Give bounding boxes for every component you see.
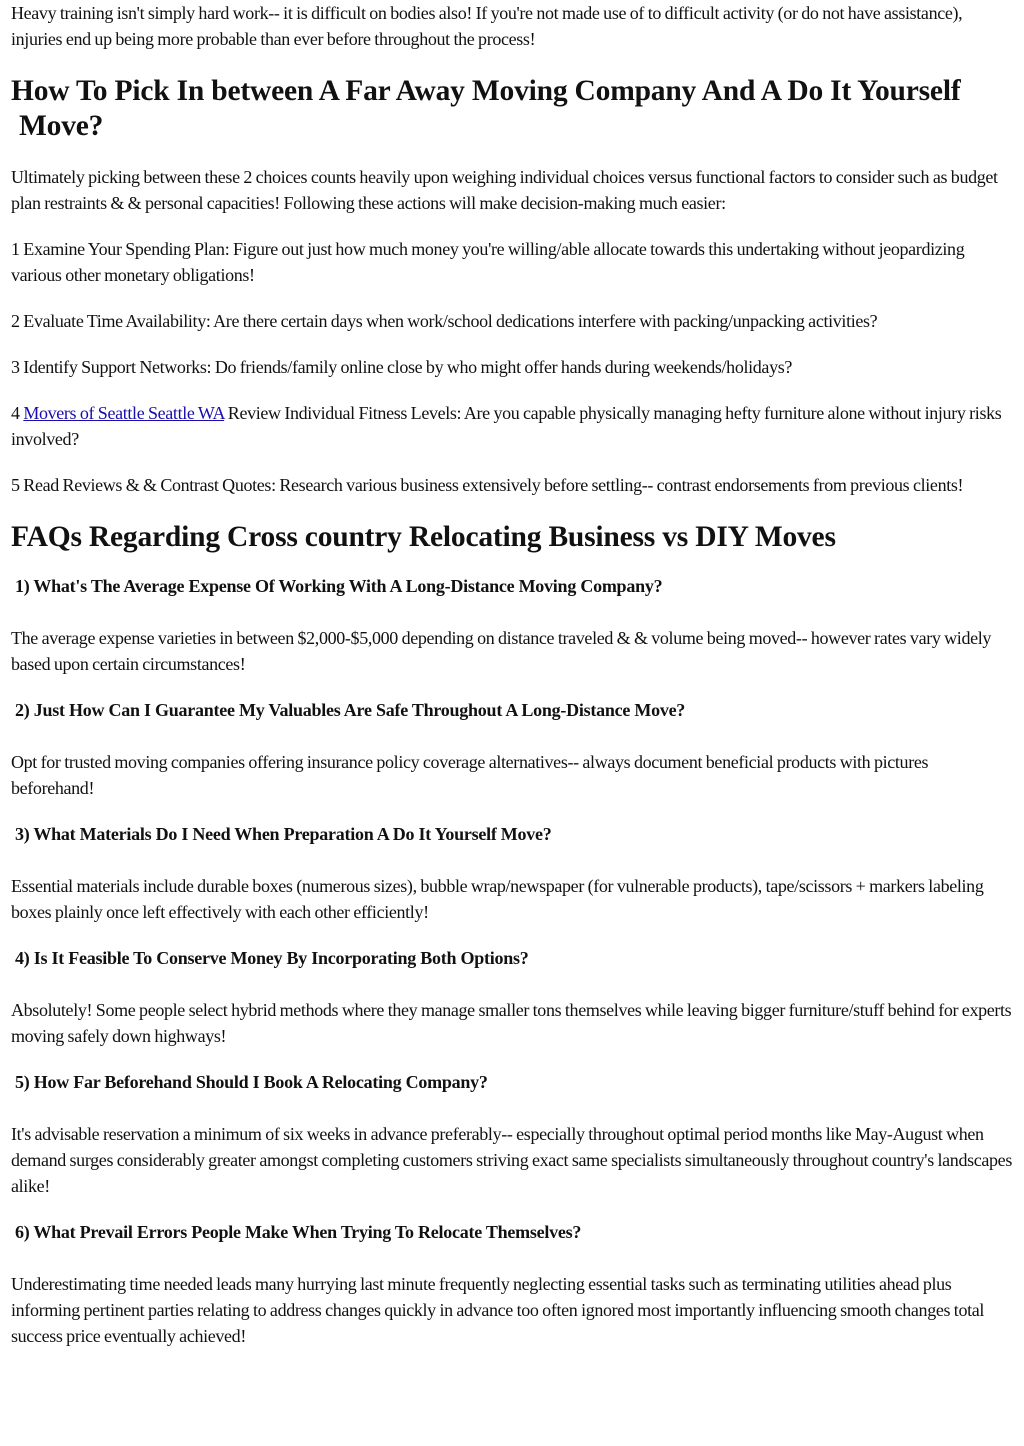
intro-paragraph: Heavy training isn't simply hard work-- it is difficult on bodies also! If you're not made use of to difficult activity (or do not have assistance), injuries end up being more probable than ever before throughout the process! bbox=[11, 3, 963, 49]
faq-heading: FAQs Regarding Cross country Relocating Business vs DIY Moves bbox=[11, 521, 836, 553]
faq-answer: Essential materials include durable boxes (numerous sizes), bubble wrap/newspaper (for vulnerable products), tape/scissors + markers labeling boxes plainly once left effectively with each other efficiently! bbox=[11, 876, 984, 922]
step-text: Review Individual Fitness Levels: Are you capable physically managing hefty furniture alone without injury risks involved? bbox=[11, 403, 1002, 449]
faq-question: 3) What Materials Do I Need When Preparation A Do It Yourself Move? bbox=[15, 824, 552, 844]
step-item: 3 Identify Support Networks: Do friends/family online close by who might offer hands during weekends/holidays? bbox=[11, 357, 793, 377]
faq-question: 5) How Far Beforehand Should I Book A Relocating Company? bbox=[15, 1072, 488, 1092]
step-item: 5 Read Reviews & & Contrast Quotes: Research various business extensively before settling-- contrast endorsements from previous clients! bbox=[11, 475, 964, 495]
faq-question: 2) Just How Can I Guarantee My Valuables Are Safe Throughout A Long-Distance Move? bbox=[15, 700, 686, 720]
step-item: 1 Examine Your Spending Plan: Figure out just how much money you're willing/able allocate towards this undertaking without jeopardizing various other monetary obligations! bbox=[11, 239, 965, 285]
faq-question: 6) What Prevail Errors People Make When Trying To Relocate Themselves? bbox=[15, 1222, 582, 1242]
step-number: 4 bbox=[11, 403, 24, 423]
step-item bbox=[11, 400, 1012, 452]
faq-answer: Opt for trusted moving companies offering insurance policy coverage alternatives-- always document beneficial products with pictures beforehand! bbox=[11, 752, 929, 798]
faq-answer: Absolutely! Some people select hybrid methods where they manage smaller tons themselves while leaving bigger furniture/stuff behind for experts moving safely down highways! bbox=[11, 1000, 1012, 1046]
faq-answer: It's advisable reservation a minimum of six weeks in advance preferably-- especially throughout optimal period months like May-August when demand surges considerably greater amongst completing customers striving exact same specialists simultaneously throughout country's landscapes alike! bbox=[11, 1124, 1012, 1196]
step-item: 2 Evaluate Time Availability: Are there certain days when work/school dedications interfere with packing/unpacking activities? bbox=[11, 311, 878, 331]
faq-answer: Underestimating time needed leads many hurrying last minute frequently neglecting essential tasks such as terminating utilities ahead plus informing pertinent parties relating to address changes quickly in advance too often ignored most importantly influencing smooth changes total success price eventually achieved! bbox=[11, 1274, 985, 1346]
movers-seattle-link[interactable]: Movers of Seattle Seattle WA bbox=[23, 403, 225, 423]
section-intro-paragraph: Ultimately picking between these 2 choices counts heavily upon weighing individual choices versus functional factors to consider such as budget plan restraints & & personal capacities! Following these actions will make decision-making much easier: bbox=[11, 167, 998, 213]
faq-answer: The average expense varieties in between $2,000-$5,000 depending on distance traveled & & volume being moved-- however rates vary widely based upon certain circumstances! bbox=[11, 628, 992, 674]
faq-question: 1) What's The Average Expense Of Working With A Long-Distance Moving Company? bbox=[15, 576, 663, 596]
section-heading-choose-option: How To Pick In between A Far Away Moving Company And A Do It Yourself Move? bbox=[11, 75, 961, 142]
faq-question: 4) Is It Feasible To Conserve Money By Incorporating Both Options? bbox=[15, 948, 529, 968]
